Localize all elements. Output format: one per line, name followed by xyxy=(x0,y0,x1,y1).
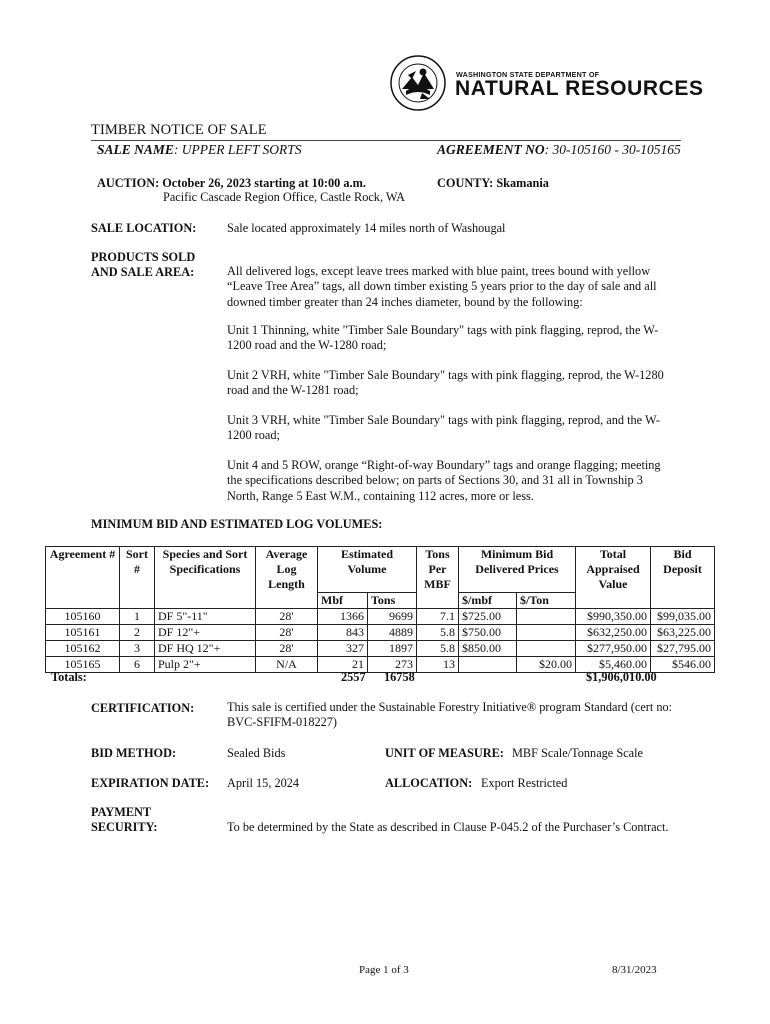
cell-deposit: $27,795.00 xyxy=(651,641,715,657)
certification-label: CERTIFICATION: xyxy=(91,701,195,715)
total-tons: 16758 xyxy=(384,670,415,684)
cell-value: $5,460.00 xyxy=(576,657,651,673)
header-bid-deposit: Bid Deposit xyxy=(651,547,715,609)
certification-text: This sale is certified under the Sustainable Forestry Initiative® program Standard (cert no: BVC-SFIFM-018227) xyxy=(227,700,673,730)
sale-name xyxy=(97,142,302,158)
department-line: WASHINGTON STATE DEPARTMENT OF xyxy=(456,70,600,79)
header-sort: Sort # xyxy=(120,547,155,609)
cell-sort: 1 xyxy=(120,609,155,625)
cell-sort: 3 xyxy=(120,641,155,657)
bid-method-value: Sealed Bids xyxy=(227,746,286,760)
cell-deposit: $99,035.00 xyxy=(651,609,715,625)
cell-species: DF 12"+ xyxy=(155,625,256,641)
cell-per-ton: $20.00 xyxy=(517,657,576,673)
unit1-description: Unit 1 Thinning, white "Timber Sale Boundary" tags with pink flagging, reprod, the W-1200 road and the W-1280 road; xyxy=(227,323,659,353)
county: COUNTY: Skamania xyxy=(437,176,549,190)
products-label-line1: PRODUCTS SOLD xyxy=(91,250,196,264)
cell-deposit: $63,225.00 xyxy=(651,625,715,641)
header-species: Species and Sort Specifications xyxy=(155,547,256,609)
cell-species: DF HQ 12"+ xyxy=(155,641,256,657)
cell-per-mbf: $850.00 xyxy=(459,641,517,657)
cell-tons-per: 5.8 xyxy=(417,641,459,657)
payment-label-line1: PAYMENT xyxy=(91,805,152,819)
header-per-ton: $/Ton xyxy=(517,593,576,609)
footer-date: 8/31/2023 xyxy=(612,964,657,976)
header-avg-length: Average Log Length xyxy=(256,547,318,609)
cell-per-mbf: $750.00 xyxy=(459,625,517,641)
expiration-date-value: April 15, 2024 xyxy=(227,776,300,790)
cell-species: Pulp 2"+ xyxy=(155,657,256,673)
cell-agreement: 105165 xyxy=(46,657,120,673)
cell-length: 28' xyxy=(256,641,318,657)
cell-per-mbf: $725.00 xyxy=(459,609,517,625)
cell-mbf: 327 xyxy=(318,641,368,657)
header-total-appraised: Total Appraised Value xyxy=(576,547,651,609)
cell-agreement: 105162 xyxy=(46,641,120,657)
unit-of-measure-value: MBF Scale/Tonnage Scale xyxy=(512,746,643,760)
agreement-number xyxy=(437,142,681,158)
page-number: Page 1 of 3 xyxy=(359,964,409,976)
sale-location-label: SALE LOCATION: xyxy=(91,221,197,235)
cell-per-mbf xyxy=(459,657,517,673)
cell-sort: 6 xyxy=(120,657,155,673)
cell-deposit: $546.00 xyxy=(651,657,715,673)
cell-tons-per: 13 xyxy=(417,657,459,673)
cell-mbf: 1366 xyxy=(318,609,368,625)
cell-value: $632,250.00 xyxy=(576,625,651,641)
header-tons-per-mbf: Tons Per MBF xyxy=(417,547,459,609)
totals-label: Totals: xyxy=(51,670,87,684)
cell-mbf: 21 xyxy=(318,657,368,673)
auction-line: AUCTION: October 26, 2023 starting at 10:00 a.m. xyxy=(97,176,366,190)
cell-value: $277,950.00 xyxy=(576,641,651,657)
cell-per-ton xyxy=(517,609,576,625)
cell-tons-per: 7.1 xyxy=(417,609,459,625)
header-tons: Tons xyxy=(368,593,417,609)
cell-agreement: 105160 xyxy=(46,609,120,625)
unit3-description: Unit 3 VRH, white "Timber Sale Boundary" tags with pink flagging, reprod, and the W-1200 road; xyxy=(227,413,660,443)
bid-method-label: BID METHOD: xyxy=(91,746,177,760)
table-row xyxy=(46,641,715,657)
agreement-label: AGREEMENT NO xyxy=(437,142,545,157)
cell-length: 28' xyxy=(256,609,318,625)
unit-of-measure-label: UNIT OF MEASURE: xyxy=(385,746,504,760)
min-bid-heading: MINIMUM BID AND ESTIMATED LOG VOLUMES: xyxy=(91,517,383,531)
table-row xyxy=(46,609,715,625)
unit45-description: Unit 4 and 5 ROW, orange “Right-of-way Boundary” tags and orange flagging; meeting the specifications described below; on parts of Sections 30, and 31 all in Township 3 North, Range 5 East W.M., containing 112 acres, more or less. xyxy=(227,458,661,503)
header-agreement: Agreement # xyxy=(46,547,120,609)
products-intro: All delivered logs, except leave trees marked with blue paint, trees bound with yellow “Leave Tree Area” tags, all down timber existing 5 years prior to the day of sale and all downed timber greater than 24 inches diameter, bound by the following: xyxy=(227,264,657,309)
cell-tons: 4889 xyxy=(368,625,417,641)
cell-species: DF 5"-11" xyxy=(155,609,256,625)
sale-name-label: SALE NAME xyxy=(97,142,174,157)
header-est-volume: Estimated Volume xyxy=(318,547,417,593)
cell-sort: 2 xyxy=(120,625,155,641)
sale-location-text: Sale located approximately 14 miles north of Washougal xyxy=(227,221,506,235)
cell-tons-per: 5.8 xyxy=(417,625,459,641)
cell-per-ton xyxy=(517,641,576,657)
cell-per-ton xyxy=(517,625,576,641)
unit2-description: Unit 2 VRH, white "Timber Sale Boundary" tags with pink flagging, reprod, the W-1280 road and the W-1281 road; xyxy=(227,368,664,398)
cell-tons: 9699 xyxy=(368,609,417,625)
log-volume-table xyxy=(45,546,715,673)
allocation-label: ALLOCATION: xyxy=(385,776,473,790)
department-name: NATURAL RESOURCES xyxy=(455,77,704,100)
cell-tons: 1897 xyxy=(368,641,417,657)
title-divider xyxy=(91,140,681,141)
payment-label-line2: SECURITY: xyxy=(91,820,158,834)
auction-location: Pacific Cascade Region Office, Castle Rock, WA xyxy=(163,190,405,204)
table-row xyxy=(46,625,715,641)
document-title: TIMBER NOTICE OF SALE xyxy=(91,122,267,138)
cell-value: $990,350.00 xyxy=(576,609,651,625)
allocation-value: Export Restricted xyxy=(481,776,568,790)
cell-length: 28' xyxy=(256,625,318,641)
header-min-bid: Minimum Bid Delivered Prices xyxy=(459,547,576,593)
agreement-value: : 30-105160 - 30-105165 xyxy=(544,142,681,157)
header-mbf: Mbf xyxy=(318,593,368,609)
cell-agreement: 105161 xyxy=(46,625,120,641)
total-value: $1,906,010.00 xyxy=(586,670,657,684)
expiration-date-label: EXPIRATION DATE: xyxy=(91,776,210,790)
sale-name-value: : UPPER LEFT SORTS xyxy=(173,142,302,157)
dnr-seal-logo xyxy=(390,55,446,111)
payment-text: To be determined by the State as described in Clause P-045.2 of the Purchaser’s Contract. xyxy=(227,820,669,834)
products-label-line2: AND SALE AREA: xyxy=(91,265,195,279)
header-per-mbf: $/mbf xyxy=(459,593,517,609)
cell-tons: 273 xyxy=(368,657,417,673)
cell-mbf: 843 xyxy=(318,625,368,641)
total-mbf: 2557 xyxy=(341,670,366,684)
cell-length: N/A xyxy=(256,657,318,673)
